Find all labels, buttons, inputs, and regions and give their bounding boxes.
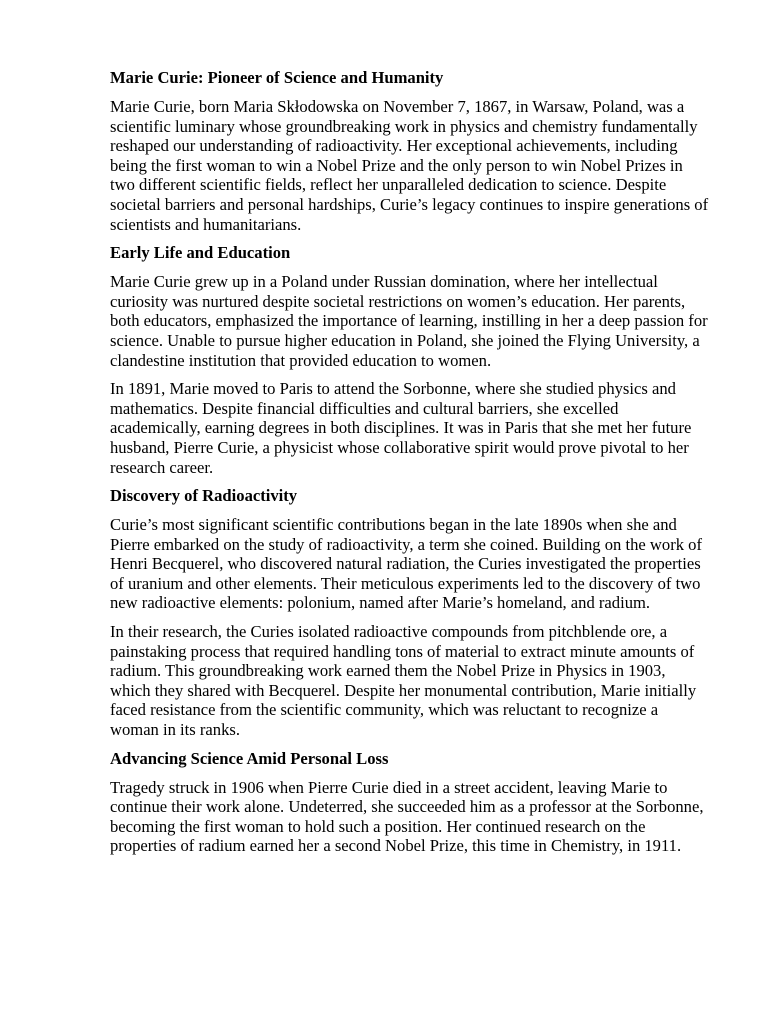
intro-paragraph: Marie Curie, born Maria Skłodowska on November 7, 1867, in Warsaw, Poland, was a scientific luminary whose groundbreaking work in physics and chemistry fundamentally reshaped our understanding of radioactivity. Her exceptional achievements, including being the first woman to win a Nobel Prize and the only person to win Nobel Prizes in two different scientific fields, reflect her unparalleled dedication to science. Despite societal barriers and personal hardships, Curie’s legacy continues to inspire generations of scientists and humanitarians. [110, 97, 709, 234]
document-page [110, 68, 710, 865]
document-title: Marie Curie: Pioneer of Science and Humanity [110, 68, 444, 87]
paragraph: Curie’s most significant scientific contributions began in the late 1890s when she and Pierre embarked on the study of radioactivity, a term she coined. Building on the work of Henri Becquerel, who discovered natural radiation, the Curies investigated the properties of uranium and other elements. Their meticulous experiments led to the discovery of two new radioactive elements: polonium, named after Marie’s homeland, and radium. [110, 515, 702, 613]
section-heading-early-life: Early Life and Education [110, 243, 291, 263]
section-heading-personal-loss: Advancing Science Amid Personal Loss [110, 748, 389, 768]
paragraph: Marie Curie grew up in a Poland under Russian domination, where her intellectual curiosity was nurtured despite societal restrictions on women’s education. Her parents, both educators, emphasized the importance of learning, instilling in her a deep passion for science. Unable to pursue higher education in Poland, she joined the Flying University, a clandestine institution that provided education to women. [110, 272, 708, 370]
section-heading-radioactivity: Discovery of Radioactivity [110, 486, 298, 506]
paragraph: In their research, the Curies isolated radioactive compounds from pitchblende ore, a painstaking process that required handling tons of material to extract minute amounts of radium. This groundbreaking work earned them the Nobel Prize in Physics in 1903, which they shared with Becquerel. Despite her monumental contribution, Marie initially faced resistance from the scientific community, which was reluctant to recognize a woman in its ranks. [110, 622, 697, 740]
paragraph: In 1891, Marie moved to Paris to attend the Sorbonne, where she studied physics and mathematics. Despite financial difficulties and cultural barriers, she excelled academically, earning degrees in both disciplines. It was in Paris that she met her future husband, Pierre Curie, a physicist whose collaborative spirit would prove pivotal to her research career. [110, 379, 692, 477]
paragraph: Tragedy struck in 1906 when Pierre Curie died in a street accident, leaving Marie to continue their work alone. Undeterred, she succeeded him as a professor at the Sorbonne, becoming the first woman to hold such a position. Her continued research on the properties of radium earned her a second Nobel Prize, this time in Chemistry, in 1911. [110, 777, 704, 856]
